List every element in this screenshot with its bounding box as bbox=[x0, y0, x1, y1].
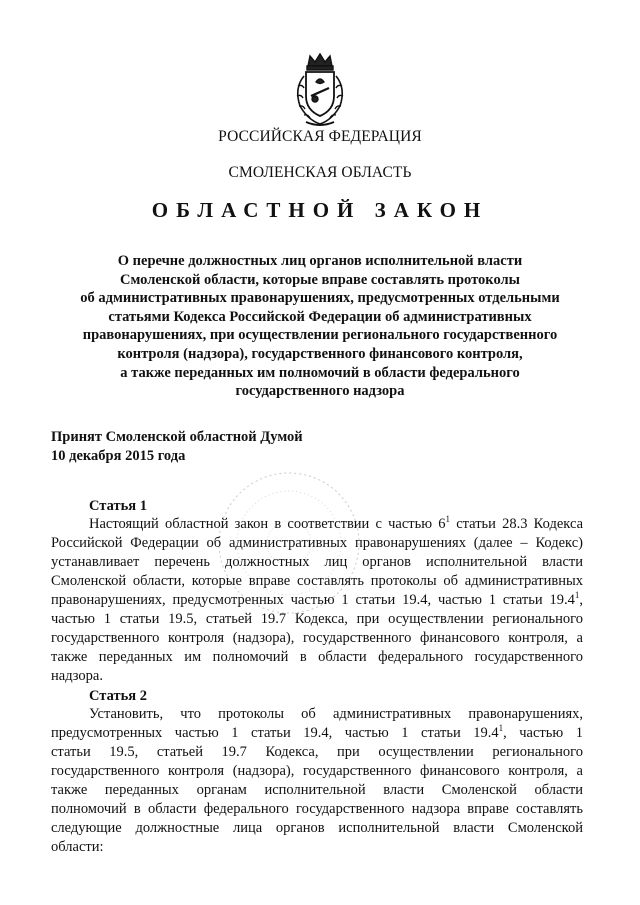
adopted-by: Принят Смоленской областной Думой bbox=[51, 429, 303, 445]
subject-line: статьями Кодекса Российской Федерации об административных bbox=[108, 308, 532, 325]
subject-line: Смоленской области, которые вправе составлять протоколы bbox=[120, 271, 520, 288]
article-line: частью 1 статьи 19.5, статьей 19.7 Кодекса, при осуществлении регионального bbox=[51, 611, 583, 627]
region-name: СМОЛЕНСКАЯ ОБЛАСТЬ bbox=[228, 164, 412, 181]
subject-line: контроля (надзора), государственного финансового контроля, bbox=[117, 345, 523, 362]
article-line: устанавливает перечень должностных лиц органов исполнительной власти bbox=[51, 554, 583, 570]
subject-line: правонарушениях, при осуществлении регионального государственного bbox=[82, 327, 558, 344]
adoption-info bbox=[51, 428, 303, 465]
article-line: статьи 19.5, статьей 19.7 Кодекса, при осуществлении регионального bbox=[51, 744, 583, 760]
law-subject-title bbox=[40, 252, 600, 401]
article-1-heading: Статья 1 bbox=[89, 498, 147, 514]
article-line: государственного контроля (надзора), государственного финансового контроля, а bbox=[51, 630, 583, 646]
article-line: правонарушениях, предусмотренных частью 1 статьи 19.4, частью 1 статьи 19.4$^1$, bbox=[51, 590, 583, 608]
article-2-text bbox=[51, 705, 583, 857]
article-line: государственного контроля (надзора), государственного финансового контроля, а bbox=[51, 763, 583, 779]
article-line: Настоящий областной закон в соответствии с частью $6^1$ статьи 28.3 Кодекса bbox=[89, 514, 584, 532]
article-2-heading: Статья 2 bbox=[89, 688, 147, 704]
article-line: Смоленской области, которые вправе составлять протоколы об административных bbox=[51, 573, 583, 589]
article-line: также переданных им полномочий в области федерального государственного bbox=[51, 649, 583, 665]
article-line: Российской Федерации об административных правонарушениях (далее – Кодекс) bbox=[51, 535, 583, 551]
article-line: также переданных органам исполнительной власти Смоленской области bbox=[51, 782, 583, 798]
subject-line: О перечне должностных лиц органов исполнительной власти bbox=[117, 253, 523, 269]
subject-line: об административных правонарушениях, предусмотренных отдельными bbox=[80, 290, 560, 307]
subject-line: а также переданных им полномочий в области федерального bbox=[120, 364, 520, 381]
article-line: области: bbox=[51, 839, 104, 855]
adoption-date: 10 декабря 2015 года bbox=[51, 447, 186, 464]
article-line: предусмотренных частью 1 статьи 19.4, частью 1 статьи 19.4$^1$, частью 1 bbox=[51, 723, 583, 741]
country-name: РОССИЙСКАЯ ФЕДЕРАЦИЯ bbox=[218, 128, 422, 145]
article-line: полномочий в области федерального государственного надзора вправе составлять bbox=[51, 801, 583, 817]
document-type-title: ОБЛАСТНОЙ ЗАКОН bbox=[151, 198, 489, 222]
article-line: Установить, что протоколы об административных правонарушениях, bbox=[89, 706, 583, 722]
coat-of-arms-icon bbox=[288, 52, 352, 128]
article-line: следующие должностные лица органов исполнительной власти Смоленской bbox=[51, 820, 583, 836]
article-1-text bbox=[51, 515, 583, 686]
subject-line: государственного надзора bbox=[235, 383, 405, 400]
article-line: надзора. bbox=[51, 668, 103, 684]
